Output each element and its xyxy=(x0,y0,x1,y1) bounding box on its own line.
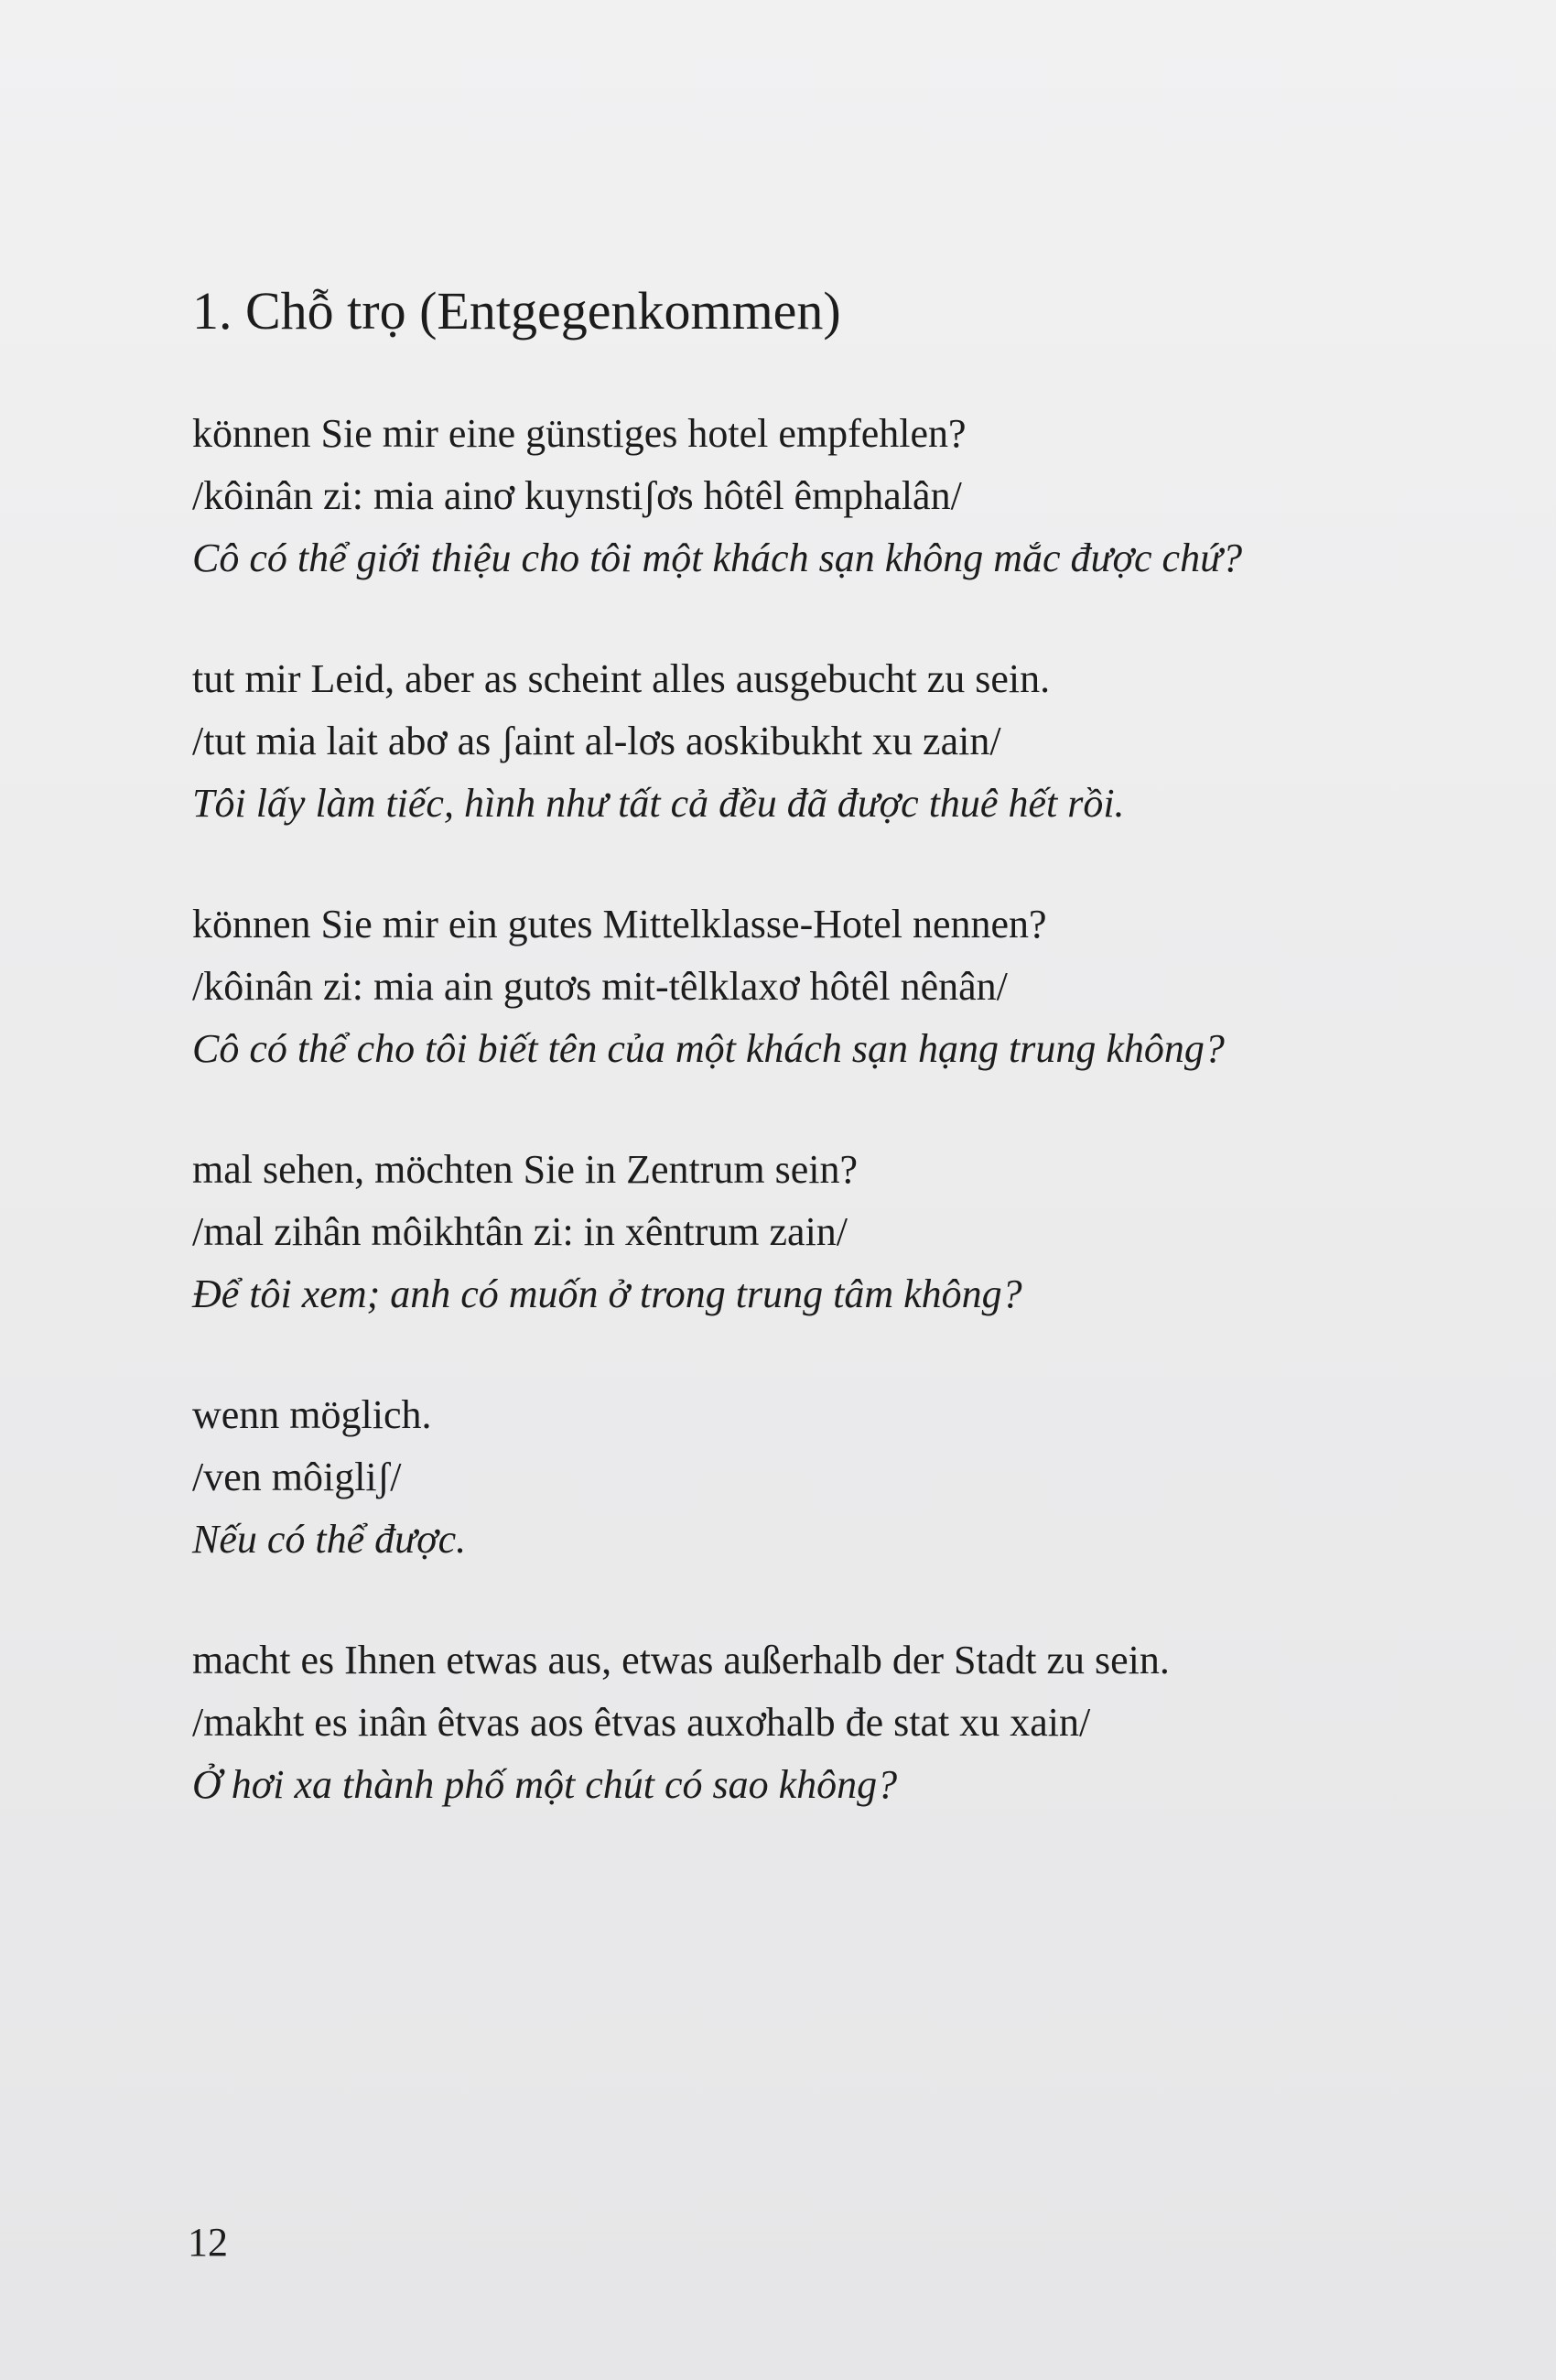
phrase-entry xyxy=(192,1384,1382,1571)
section-title: 1. Chỗ trọ (Entgegenkommen) xyxy=(192,281,841,341)
phrase-entry xyxy=(192,403,1382,590)
german-phrase: können Sie mir ein gutes Mittelklasse-Hotel nennen? xyxy=(192,902,1047,947)
vietnamese-translation: Để tôi xem; anh có muốn ở trong trung tâm không? xyxy=(192,1271,1022,1316)
page-content xyxy=(192,275,1382,1875)
german-phrase: tut mir Leid, aber as scheint alles ausgebucht zu sein. xyxy=(192,656,1051,701)
vietnamese-translation: Cô có thể giới thiệu cho tôi một khách sạn không mắc được chứ? xyxy=(192,536,1243,580)
vietnamese-translation: Tôi lấy làm tiếc, hình như tất cả đều đã được thuê hết rồi. xyxy=(192,781,1125,826)
pronunciation: /ven môigliʃ/ xyxy=(192,1455,402,1499)
german-phrase: macht es Ihnen etwas aus, etwas außerhalb der Stadt zu sein. xyxy=(192,1638,1170,1682)
vietnamese-translation: Cô có thể cho tôi biết tên của một khách sạn hạng trung không? xyxy=(192,1026,1225,1071)
phrase-entry xyxy=(192,1629,1382,1816)
vietnamese-translation: Nếu có thể được. xyxy=(192,1517,467,1562)
page-number: 12 xyxy=(188,2220,228,2265)
german-phrase: können Sie mir eine günstiges hotel empfehlen? xyxy=(192,411,967,456)
german-phrase: mal sehen, möchten Sie in Zentrum sein? xyxy=(192,1147,859,1192)
pronunciation: /kôinân zi: mia ain gutơs mit-têlklaxơ hôtêl nênân/ xyxy=(192,964,1008,1009)
pronunciation: /tut mia lait abơ as ʃaint al-lơs aoskibukht xu zain/ xyxy=(192,719,1001,763)
phrase-entry xyxy=(192,648,1382,835)
pronunciation: /makht es inân êtvas aos êtvas auxơhalb đe stat xu xain/ xyxy=(192,1700,1091,1745)
pronunciation: /kôinân zi: mia ainơ kuynstiʃơs hôtêl êmphalân/ xyxy=(192,473,962,518)
pronunciation: /mal zihân môikhtân zi: in xêntrum zain/ xyxy=(192,1209,848,1254)
german-phrase: wenn möglich. xyxy=(192,1392,432,1437)
phrase-entry xyxy=(192,893,1382,1080)
vietnamese-translation: Ở hơi xa thành phố một chút có sao không? xyxy=(192,1762,898,1807)
phrase-entry xyxy=(192,1139,1382,1325)
